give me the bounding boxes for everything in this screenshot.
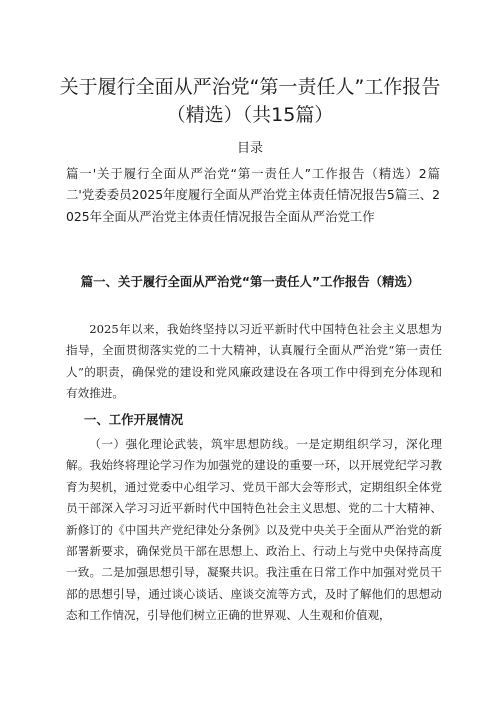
document-title-line2: （精选）（共15篇） — [166, 104, 334, 126]
body-paragraph-1: （一）强化理论武装，筑牢思想防线。一是定期组织学习，深化理解。我始终将理论学习作为加强党的建设的重要一环，以开展党纪学习教育为契机，通过党委中心组学习、党员干部大会等形式，定期组织全体党员干部深入学习习近平新时代中国特色社会主义思想、党的二十大精神、新修订的《中国共产党纪律处分条例》以及党中央关于全面从严治党的新部署新要求，确保党员干部在思想上、政治上、行动上与党中央保持高度一致。二是加强思想引导，凝聚共识。我注重在日常工作中加强对党员干部的思想引导，通过谈心谈话、座谈交流等方式，及时了解他们的思想动态和工作情况，引导他们树立正确的世界观、人生观和价值观， — [66, 437, 442, 623]
document-title-line1: 关于履行全面从严治党“第一责任人”工作报告 — [59, 76, 441, 98]
toc-heading: 目录 — [236, 141, 263, 156]
section1-heading: 篇一、关于履行全面从严治党“第一责任人”工作报告（精选） — [80, 274, 420, 289]
subheading-work-situation: 一、工作开展情况 — [84, 412, 184, 427]
toc-text: 篇一'关于履行全面从严治党“第一责任人”工作报告（精选）2篇二'党委委员2025年度履行全面从严治党主体责任情况报告5篇三、2025年全面从严治党主体责任情况报告全面从严治党工作 — [66, 166, 440, 224]
intro-paragraph: 2025年以来，我始终坚持以习近平新时代中国特色社会主义思想为指导，全面贯彻落实党的二十大精神，认真履行全面从严治党“第一责任人”的职责，确保党的建设和党风廉政建设在各项工作中得到充分体现和有效推进。 — [66, 322, 442, 401]
